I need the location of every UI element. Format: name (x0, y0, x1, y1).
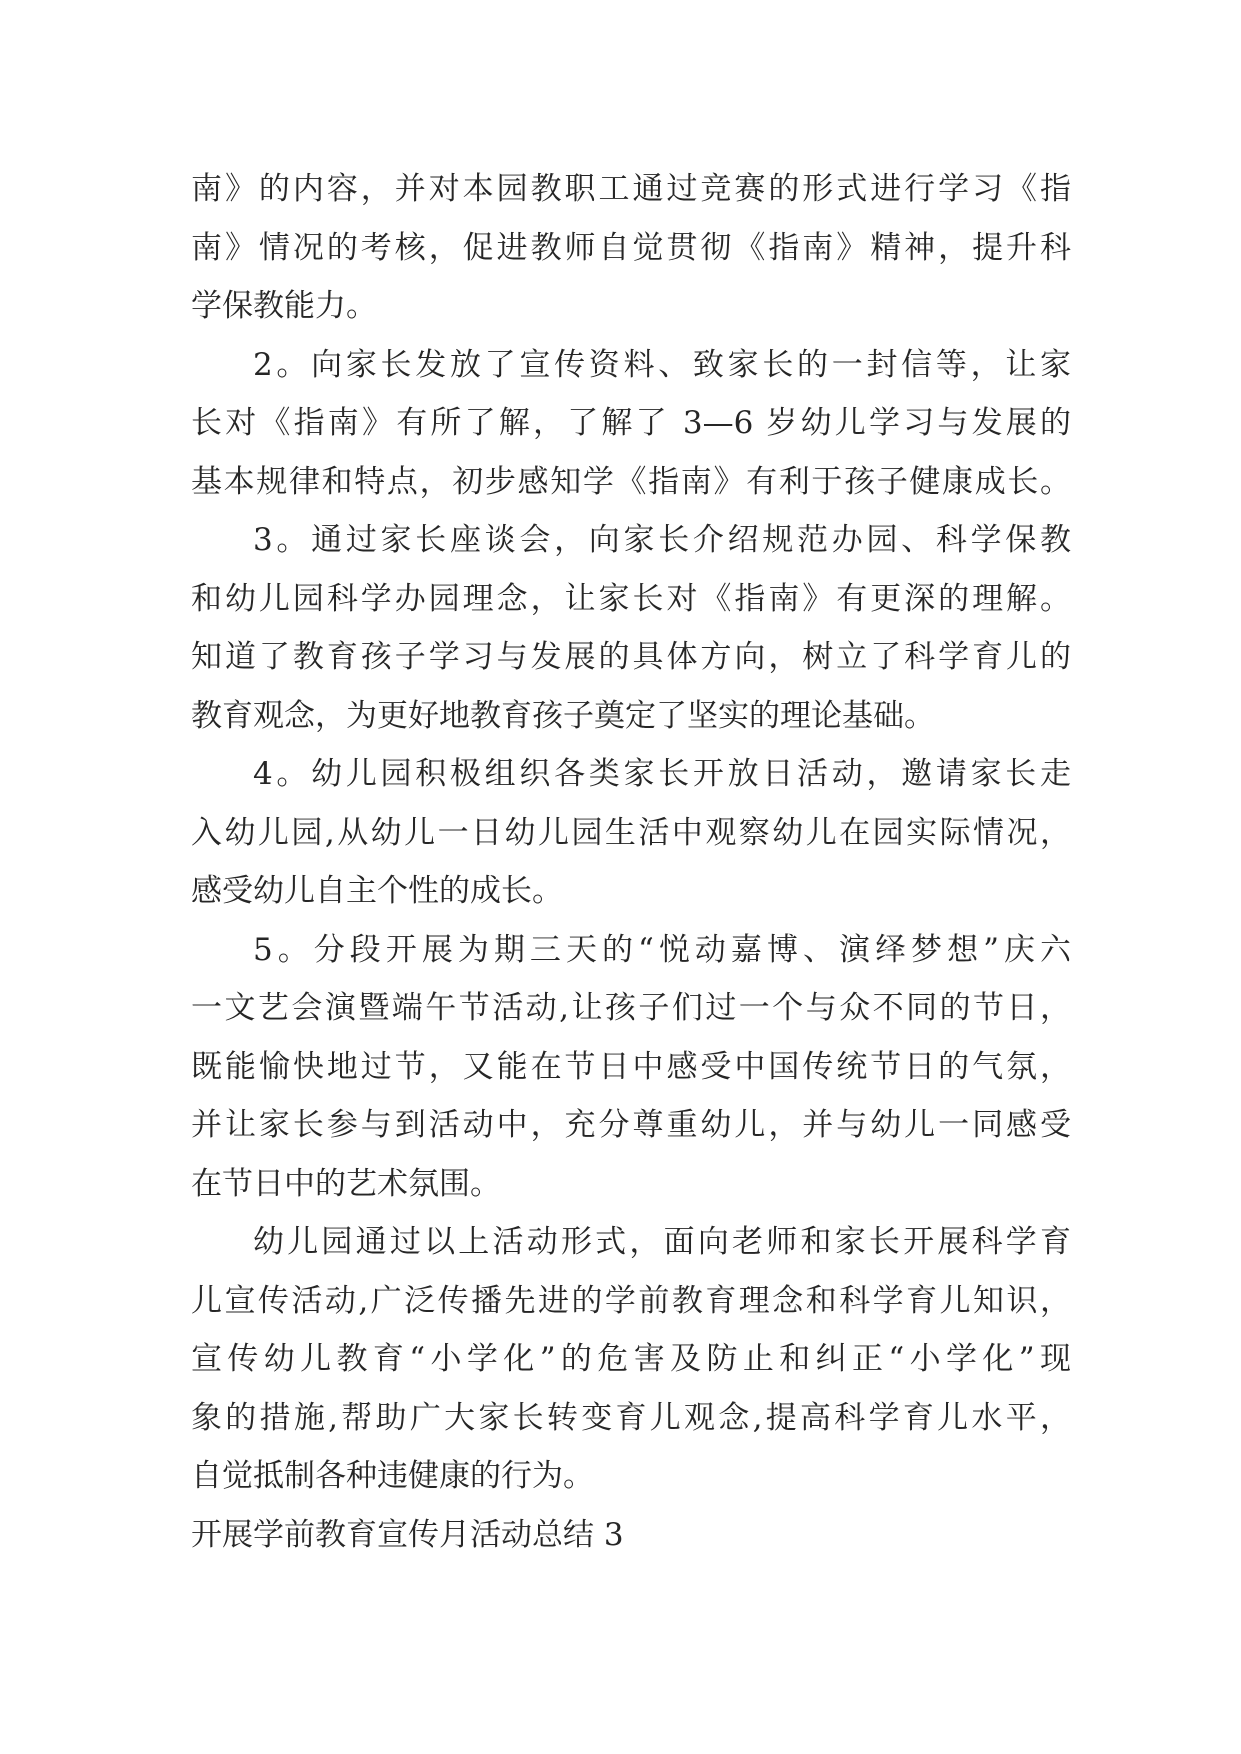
text-line: 象的措施,帮助广大家长转变育儿观念,提高科学育儿水平， (191, 1399, 1071, 1436)
text-line: 感受幼儿自主个性的成长。 (191, 873, 563, 909)
text-line: 南》情况的考核，促进教师自觉贯彻《指南》精神，提升科 (191, 229, 1071, 266)
text-line: 幼儿园通过以上活动形式，面向老师和家长开展科学育 (253, 1224, 1071, 1260)
section-heading: 开展学前教育宣传月活动总结 3 (191, 1516, 624, 1553)
text-line: 儿宣传活动,广泛传播先进的学前教育理念和科学育儿知识， (191, 1282, 1071, 1319)
text-line: 4。幼儿园积极组织各类家长开放日活动，邀请家长走 (253, 756, 1071, 792)
text-line: 既能愉快地过节，又能在节日中感受中国传统节日的气氛， (191, 1048, 1071, 1085)
text-line: 知道了教育孩子学习与发展的具体方向，树立了科学育儿的 (191, 639, 1071, 675)
text-line: 教育观念，为更好地教育孩子奠定了坚实的理论基础。 (191, 697, 935, 734)
text-line: 一文艺会演暨端午节活动,让孩子们过一个与众不同的节日， (191, 990, 1071, 1026)
text-line: 入幼儿园,从幼儿一日幼儿园生活中观察幼儿在园实际情况， (191, 814, 1071, 851)
text-line: 自觉抵制各种违健康的行为。 (191, 1458, 594, 1494)
text-line: 2。向家长发放了宣传资料、致家长的一封信等，让家 (253, 346, 1071, 383)
text-line: 5。分段开展为期三天的“悦动嘉博、演绎梦想”庆六 (253, 931, 1071, 968)
text-line: 基本规律和特点，初步感知学《指南》有利于孩子健康成长。 (191, 463, 1071, 500)
text-line: 3。通过家长座谈会，向家长介绍规范办园、科学保教 (253, 522, 1071, 558)
text-line: 和幼儿园科学办园理念，让家长对《指南》有更深的理解。 (191, 580, 1071, 617)
text-line: 宣传幼儿教育“小学化”的危害及防止和纠正“小学化”现 (191, 1341, 1071, 1377)
text-line: 南》的内容，并对本园教职工通过竞赛的形式进行学习《指 (191, 171, 1071, 207)
text-line: 在节日中的艺术氛围。 (191, 1165, 501, 1202)
text-line: 学保教能力。 (191, 288, 377, 324)
document-body (191, 160, 1071, 1564)
text-line: 并让家长参与到活动中，充分尊重幼儿，并与幼儿一同感受 (191, 1107, 1071, 1143)
text-line: 长对《指南》有所了解，了解了 3—6 岁幼儿学习与发展的 (191, 405, 1071, 441)
